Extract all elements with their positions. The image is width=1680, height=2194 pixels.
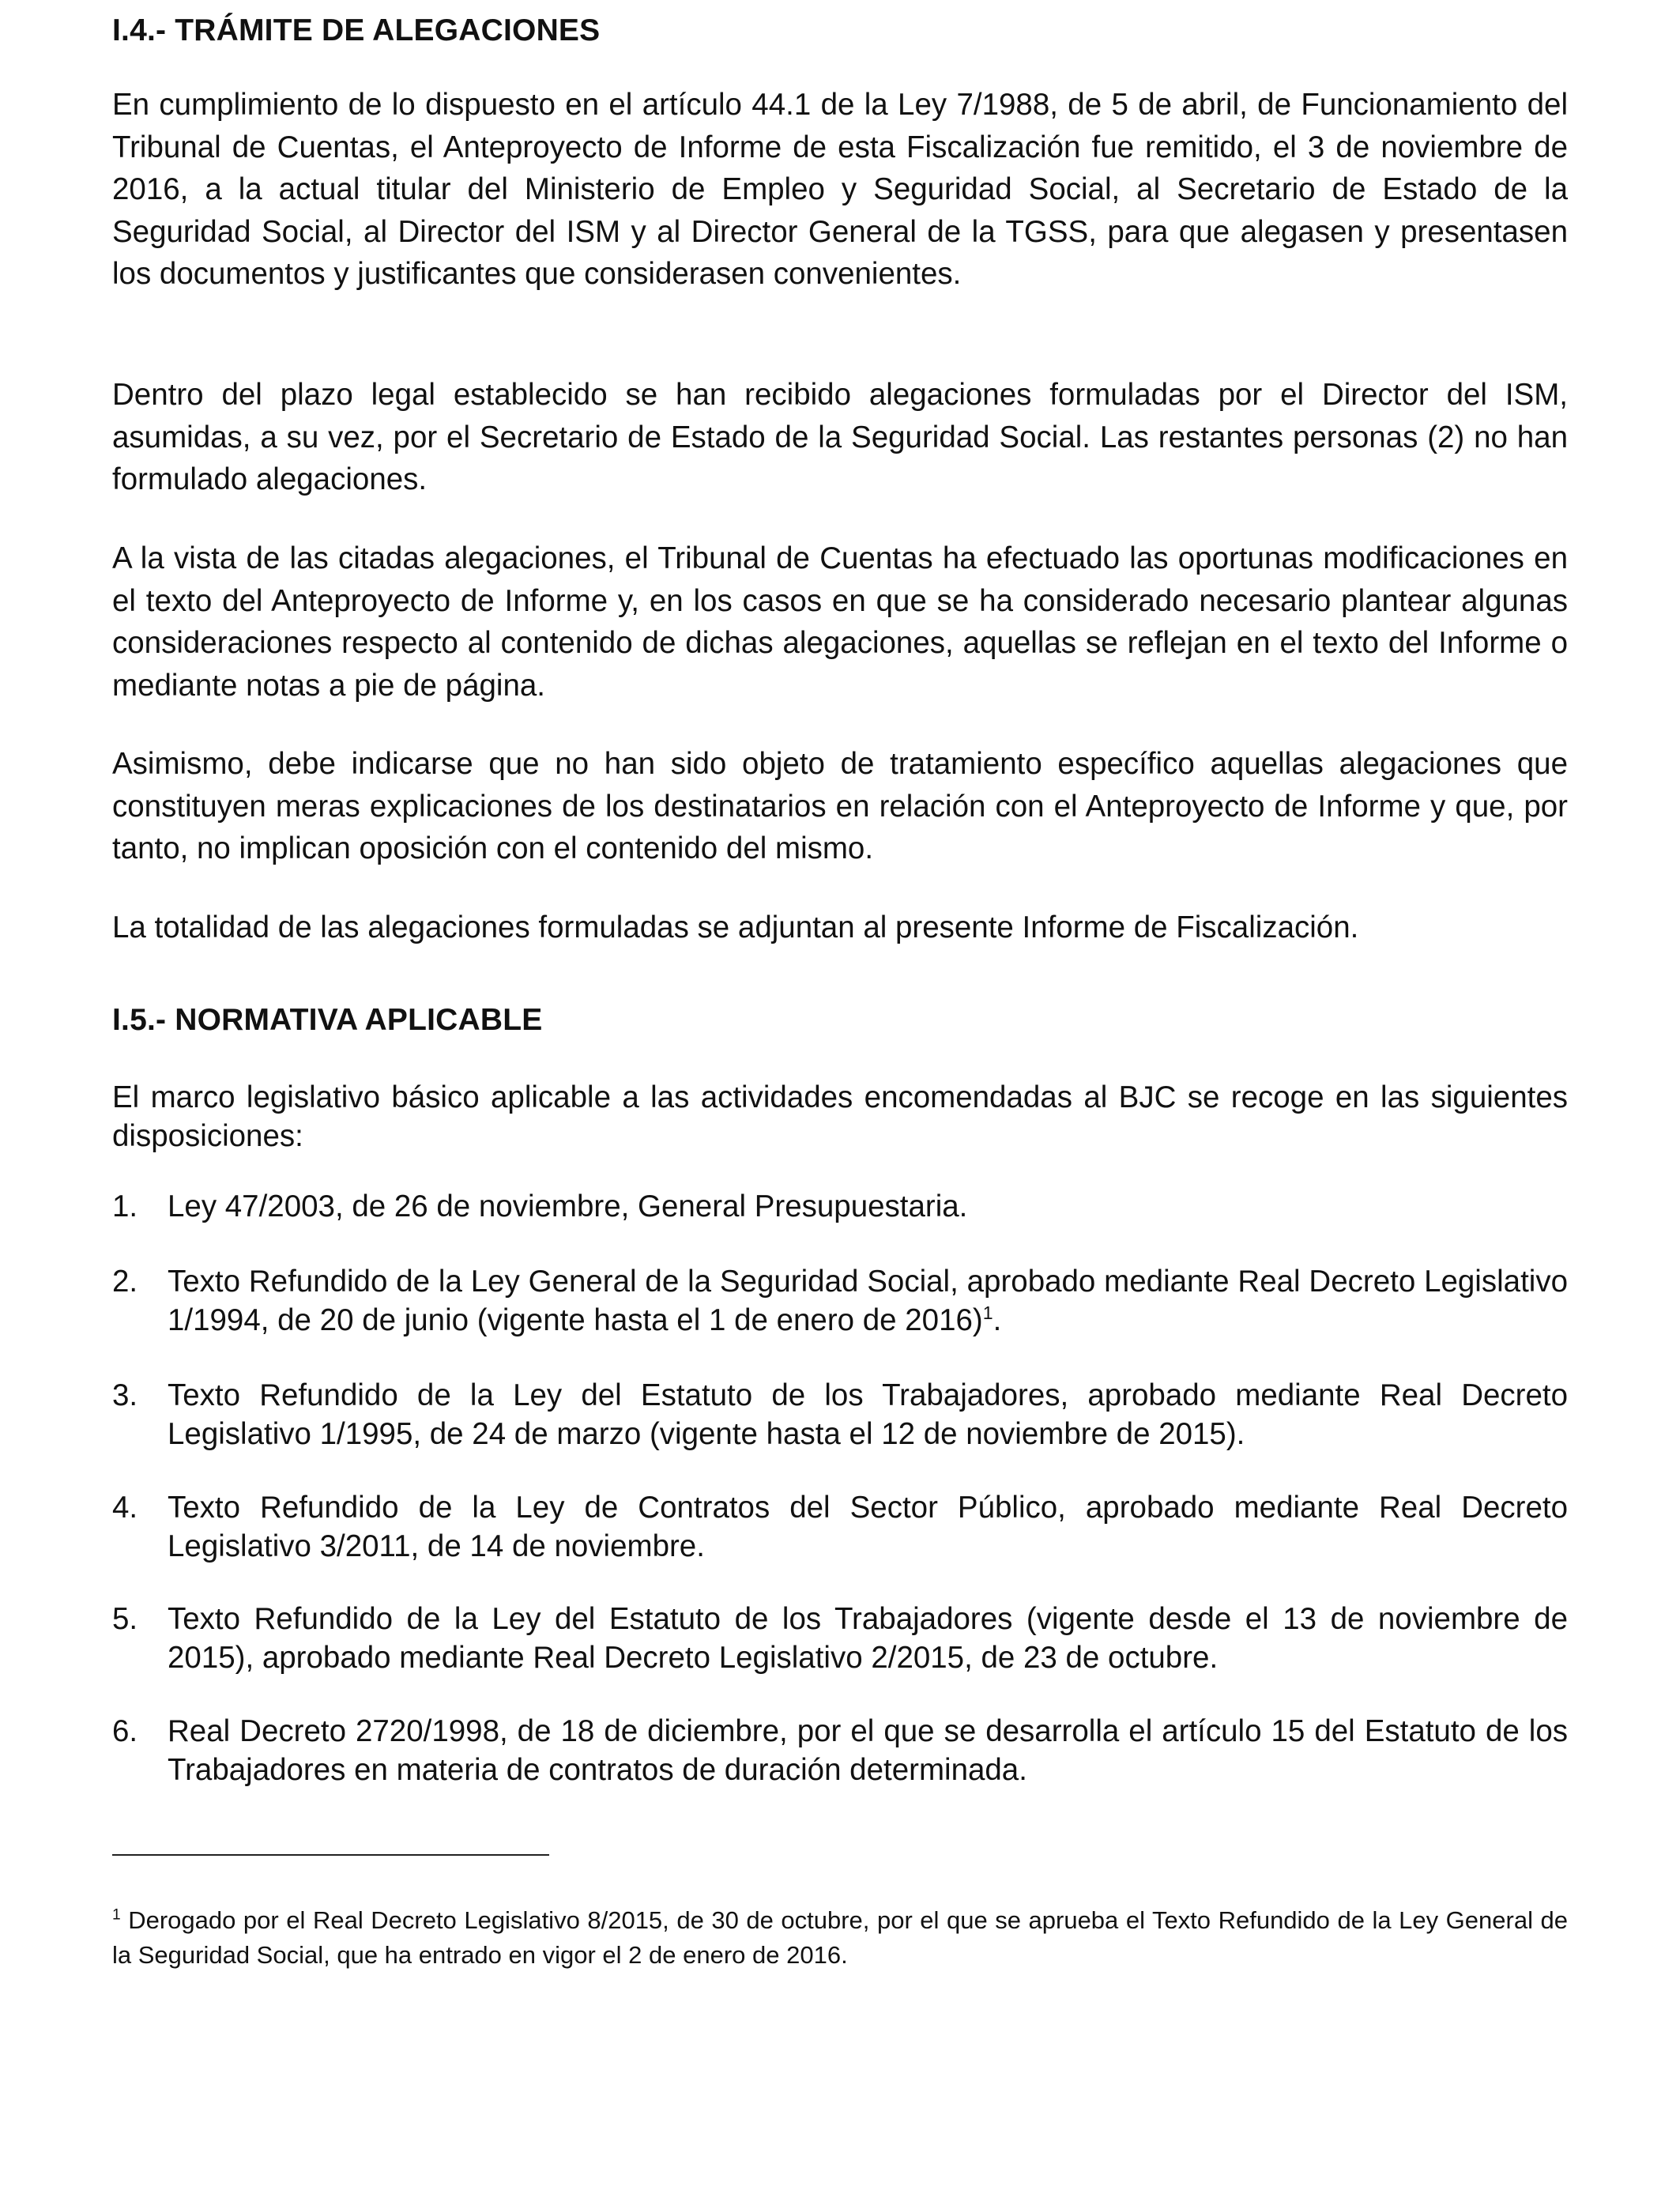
list-item-number: 2. — [112, 1265, 138, 1299]
footnote-mark: 1 — [112, 1906, 121, 1924]
list-item — [112, 1187, 1568, 1226]
normativa-intro-text: El marco legislativo básico aplicable a las actividades encomendadas al BJC se recoge en las siguientes disposiciones: — [112, 1080, 1568, 1153]
list-item-number: 1. — [112, 1189, 138, 1223]
paragraph-cumplimiento: En cumplimiento de lo dispuesto en el artículo 44.1 de la Ley 7/1988, de 5 de abril, de Funcionamiento del Tribunal de Cuentas, el Anteproyecto de Informe de esta Fiscalización fue remitido, el 3 de noviembre de 2016, a la actual titular del Ministerio de Empleo y Seguridad Social, al Secretario de Estado de la Seguridad Social, al Director del ISM y al Director General de la TGSS, para que alegasen y presentasen los documentos y justificantes que considerasen convenientes. — [112, 88, 1568, 291]
list-item-text: Texto Refundido de la Ley del Estatuto de los Trabajadores, aprobado mediante Real Decreto Legislativo 1/1995, de 24 de marzo (vigente hasta el 12 de noviembre de 2015). — [168, 1378, 1568, 1451]
footnote-separator — [112, 1854, 549, 1856]
list-item — [112, 1376, 1568, 1453]
list-item-text-container — [168, 1262, 1568, 1340]
paragraph-vista-alegaciones: A la vista de las citadas alegaciones, el Tribunal de Cuentas ha efectuado las oportunas modificaciones en el texto del Anteproyecto de Informe y, en los casos en que se ha considerado necesario plantear algunas consideraciones respecto al contenido de dichas alegaciones, aquellas se reflejan en el texto del Informe o mediante notas a pie de página. — [112, 541, 1568, 703]
list-item-number: 3. — [112, 1378, 138, 1412]
paragraph-asimismo: Asimismo, debe indicarse que no han sido objeto de tratamiento específico aquellas alegaciones que constituyen meras explicaciones de los destinatarios en relación con el Anteproyecto de Informe y que, por tanto, no implican oposición con el contenido del mismo. — [112, 747, 1568, 865]
footnote-text: Derogado por el Real Decreto Legislativo 8/2015, de 30 de octubre, por el que se aprueba el Texto Refundido de la Ley General de la Seguridad Social, que ha entrado en vigor el 2 de enero de 2016. — [112, 1906, 1568, 1969]
list-item — [112, 1488, 1568, 1566]
list-item-text: Ley 47/2003, de 26 de noviembre, General Presupuestaria. — [168, 1189, 968, 1223]
document-page — [112, 0, 1568, 2194]
paragraph-plazo-legal: Dentro del plazo legal establecido se han recibido alegaciones formuladas por el Director del ISM, asumidas, a su vez, por el Secretario de Estado de la Seguridad Social. Las restantes personas (2) no han formulado alegaciones. — [112, 378, 1568, 496]
list-item-text: Real Decreto 2720/1998, de 18 de diciembre, por el que se desarrolla el artículo 15 del Estatuto de los Trabajadores en materia de contratos de duración determinada. — [168, 1714, 1568, 1787]
section-heading-normativa-aplicable: I.5.- NORMATIVA APLICABLE — [112, 1003, 543, 1037]
paragraph-totalidad: La totalidad de las alegaciones formuladas se adjuntan al presente Informe de Fiscalización. — [112, 910, 1359, 944]
section-heading-tramite-alegaciones: I.4.- TRÁMITE DE ALEGACIONES — [112, 13, 601, 47]
footnote-reference[interactable]: 1 — [982, 1302, 993, 1324]
list-item-number: 5. — [112, 1602, 138, 1636]
list-item — [112, 1712, 1568, 1789]
list-item-number: 4. — [112, 1491, 138, 1525]
normativa-intro — [112, 1078, 1568, 1155]
list-item-text: Texto Refundido de la Ley del Estatuto de los Trabajadores (vigente desde el 13 de noviembre de 2015), aprobado mediante Real Decreto Legislativo 2/2015, de 23 de octubre. — [168, 1602, 1568, 1675]
list-item — [112, 1262, 1568, 1340]
list-item-text: Texto Refundido de la Ley de Contratos del Sector Público, aprobado mediante Real Decreto Legislativo 3/2011, de 14 de noviembre. — [168, 1491, 1568, 1563]
list-item — [112, 1600, 1568, 1677]
footnote — [112, 1903, 1568, 1973]
list-item-number: 6. — [112, 1714, 138, 1748]
list-item-suffix: . — [993, 1303, 1002, 1337]
list-item-text: Texto Refundido de la Ley General de la Seguridad Social, aprobado mediante Real Decreto Legislativo 1/1994, de 20 de junio (vigente hasta el 1 de enero de 2016) — [168, 1265, 1568, 1337]
